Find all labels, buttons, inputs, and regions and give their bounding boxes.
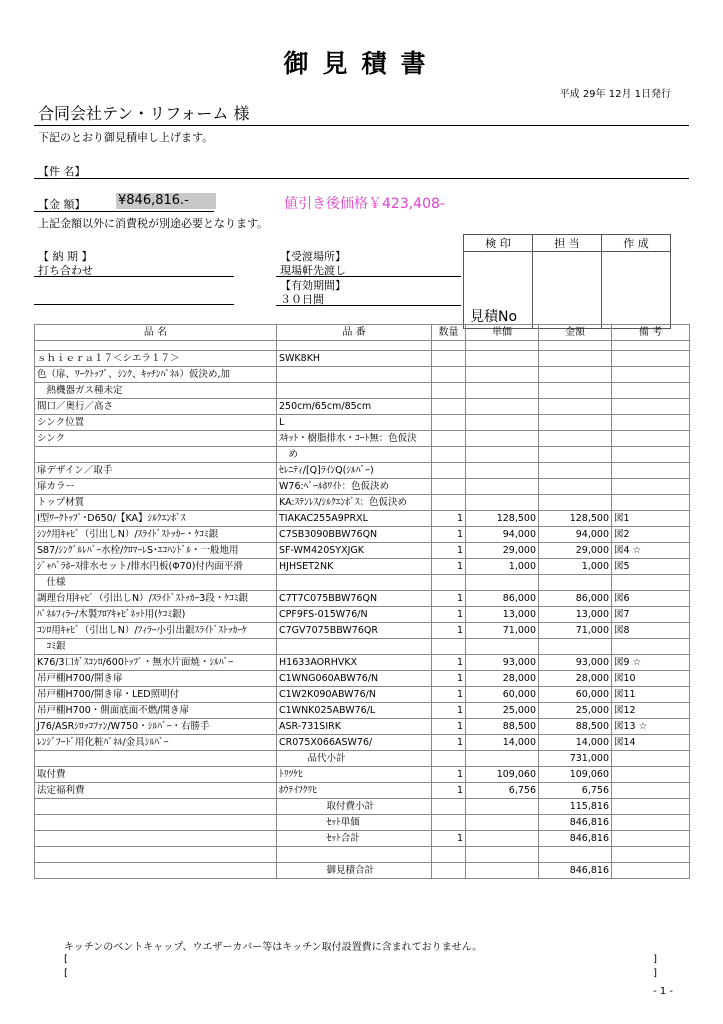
item-code: ﾄﾘﾂｹﾋ bbox=[277, 767, 432, 783]
table-row bbox=[35, 367, 690, 383]
item-price bbox=[466, 815, 539, 831]
item-price: 14,000 bbox=[466, 735, 539, 751]
bracket-close: ] bbox=[653, 968, 657, 979]
item-code: め bbox=[277, 447, 432, 463]
item-note bbox=[612, 863, 690, 879]
table-row bbox=[35, 751, 690, 767]
item-name: 扉デザイン／取手 bbox=[35, 463, 277, 479]
divider bbox=[34, 125, 689, 126]
item-note bbox=[612, 847, 690, 863]
estimate-no-label: 見積No bbox=[470, 309, 518, 325]
item-price: 6,756 bbox=[466, 783, 539, 799]
item-code: KA:ｽﾃﾝﾚｽ/ｼﾙｸｴﾝﾎﾞｽ：色仮決め bbox=[277, 495, 432, 511]
item-name bbox=[35, 799, 277, 815]
item-name bbox=[35, 751, 277, 767]
document-title: 御見積書 bbox=[283, 49, 440, 78]
item-price: 25,000 bbox=[466, 703, 539, 719]
item-qty: 1 bbox=[432, 655, 466, 671]
item-qty bbox=[432, 495, 466, 511]
item-amount: 14,000 bbox=[539, 735, 612, 751]
table-row bbox=[35, 415, 690, 431]
item-qty: 1 bbox=[432, 607, 466, 623]
item-name: トップ材質 bbox=[35, 495, 277, 511]
item-amount: 71,000 bbox=[539, 623, 612, 639]
table-spacer-row bbox=[35, 341, 690, 351]
subject-label: 【件 名】 bbox=[38, 165, 86, 178]
delivery-label: 【 納 期 】 bbox=[38, 250, 93, 263]
item-note bbox=[612, 447, 690, 463]
stamp-header-creator: 作 成 bbox=[602, 235, 671, 252]
item-note: 図5 bbox=[612, 559, 690, 575]
item-name: シンク位置 bbox=[35, 415, 277, 431]
item-name: ｺﾐ銀 bbox=[35, 639, 277, 655]
item-amount: 60,000 bbox=[539, 687, 612, 703]
item-amount: 846,816 bbox=[539, 815, 612, 831]
item-note bbox=[612, 383, 690, 399]
item-code: C1WNK025ABW76/L bbox=[277, 703, 432, 719]
item-amount bbox=[539, 639, 612, 655]
item-price: 71,000 bbox=[466, 623, 539, 639]
item-price: 86,000 bbox=[466, 591, 539, 607]
item-price: 94,000 bbox=[466, 527, 539, 543]
table-row bbox=[35, 543, 690, 559]
item-amount bbox=[539, 415, 612, 431]
item-price bbox=[466, 383, 539, 399]
item-qty: 1 bbox=[432, 703, 466, 719]
item-name bbox=[35, 831, 277, 847]
item-qty: 1 bbox=[432, 831, 466, 847]
item-qty bbox=[432, 575, 466, 591]
table-row bbox=[35, 687, 690, 703]
item-price: 29,000 bbox=[466, 543, 539, 559]
item-qty: 1 bbox=[432, 783, 466, 799]
table-row bbox=[35, 767, 690, 783]
item-note bbox=[612, 367, 690, 383]
item-qty: 1 bbox=[432, 671, 466, 687]
item-note bbox=[612, 767, 690, 783]
item-price bbox=[466, 431, 539, 447]
item-amount: 94,000 bbox=[539, 527, 612, 543]
table-row bbox=[35, 463, 690, 479]
header-unit-price: 単価 bbox=[466, 325, 539, 341]
table-row bbox=[35, 607, 690, 623]
item-code: SWK8KH bbox=[277, 351, 432, 367]
item-note: 図9 ☆ bbox=[612, 655, 690, 671]
item-qty: 1 bbox=[432, 687, 466, 703]
item-amount bbox=[539, 447, 612, 463]
page-number: - 1 - bbox=[653, 986, 673, 997]
item-name: 吊戸棚H700・側面底面不燃/開き扉 bbox=[35, 703, 277, 719]
item-qty: 1 bbox=[432, 527, 466, 543]
item-amount bbox=[539, 367, 612, 383]
item-name bbox=[35, 847, 277, 863]
item-name: ｼﾝｸ用ｷｬﾋﾞ（引出しN）/ｽﾗｲﾄﾞｽﾄｯｶｰ・ｹｺﾐ銀 bbox=[35, 527, 277, 543]
item-amount: 1,000 bbox=[539, 559, 612, 575]
item-amount: 846,816 bbox=[539, 831, 612, 847]
item-note bbox=[612, 415, 690, 431]
item-amount bbox=[539, 399, 612, 415]
header-item-code: 品 番 bbox=[277, 325, 432, 341]
discount-note: 値引き後価格￥423,408- bbox=[284, 196, 445, 212]
item-qty: 1 bbox=[432, 559, 466, 575]
item-qty: 1 bbox=[432, 543, 466, 559]
item-price bbox=[466, 415, 539, 431]
validity-label: 【有効期間】 bbox=[280, 279, 346, 292]
item-note bbox=[612, 431, 690, 447]
item-code: C1WNG060ABW76/N bbox=[277, 671, 432, 687]
item-qty bbox=[432, 399, 466, 415]
estimate-table bbox=[34, 324, 690, 879]
item-code: ｾｯﾄ合計 bbox=[277, 831, 432, 847]
item-name: S87/ｼﾝｸﾞﾙﾚﾊﾞｰ水栓/ｸﾛﾏｰﾚS･ｴｺﾊﾝﾄﾞﾙ・一般地用 bbox=[35, 543, 277, 559]
item-name: 間口／奥行／高さ bbox=[35, 399, 277, 415]
table-header-row bbox=[35, 325, 690, 341]
intro-text: 下記のとおり御見積申し上げます。 bbox=[38, 131, 214, 144]
item-price bbox=[466, 447, 539, 463]
item-qty: 1 bbox=[432, 735, 466, 751]
divider bbox=[34, 211, 214, 212]
item-name bbox=[35, 815, 277, 831]
item-code: TIAKAC255A9PRXL bbox=[277, 511, 432, 527]
table-row bbox=[35, 559, 690, 575]
item-code: C1W2K090ABW76/N bbox=[277, 687, 432, 703]
item-price bbox=[466, 351, 539, 367]
item-amount: 28,000 bbox=[539, 671, 612, 687]
item-qty: 1 bbox=[432, 719, 466, 735]
item-name: K76/3口ｶﾞｽｺﾝﾛ/600ﾄｯﾌﾟ・無水片面焼・ｼﾙﾊﾞｰ bbox=[35, 655, 277, 671]
item-amount: 88,500 bbox=[539, 719, 612, 735]
item-code bbox=[277, 367, 432, 383]
item-amount bbox=[539, 847, 612, 863]
item-code: ｽｷｯﾄ・樹脂排水・ｺｰﾄ無：色仮決 bbox=[277, 431, 432, 447]
item-qty: 1 bbox=[432, 511, 466, 527]
divider bbox=[34, 178, 689, 179]
table-row bbox=[35, 655, 690, 671]
item-note: 図2 bbox=[612, 527, 690, 543]
header-remarks: 備 考 bbox=[612, 325, 690, 341]
item-code: L bbox=[277, 415, 432, 431]
item-note: 図10 bbox=[612, 671, 690, 687]
item-code: HJHSET2NK bbox=[277, 559, 432, 575]
item-note bbox=[612, 575, 690, 591]
table-row bbox=[35, 863, 690, 879]
item-note bbox=[612, 351, 690, 367]
stamp-cell bbox=[533, 252, 602, 329]
item-name: 熱機器ガス種未定 bbox=[35, 383, 277, 399]
item-amount: 86,000 bbox=[539, 591, 612, 607]
item-price bbox=[466, 479, 539, 495]
item-name: ﾊﾟﾈﾙﾌｨﾗｰ/木製ﾌﾛｱｷｬﾋﾞﾈｯﾄ用(ｹｺﾐ銀) bbox=[35, 607, 277, 623]
item-note: 図6 bbox=[612, 591, 690, 607]
table-row bbox=[35, 703, 690, 719]
item-name: ｺﾝﾛ用ｷｬﾋﾞ（引出しN）/ﾌｨﾗｰ小引出銀ｽﾗｲﾄﾞｽﾄｯｶｰｹ bbox=[35, 623, 277, 639]
item-note: 図4 ☆ bbox=[612, 543, 690, 559]
item-note: 図1 bbox=[612, 511, 690, 527]
item-qty bbox=[432, 463, 466, 479]
item-code: C7GV7075BBW76QR bbox=[277, 623, 432, 639]
item-price bbox=[466, 847, 539, 863]
table-row bbox=[35, 815, 690, 831]
table-row bbox=[35, 831, 690, 847]
item-code: C7SB3090BBW76QN bbox=[277, 527, 432, 543]
item-name: 法定福利費 bbox=[35, 783, 277, 799]
footnote: キッチンのベントキャップ、ウエザーカバー等はキッチン取付設置費に含まれておりません。 bbox=[64, 942, 483, 953]
item-note bbox=[612, 831, 690, 847]
place-value: 現場軒先渡し bbox=[280, 264, 346, 277]
item-amount: 25,000 bbox=[539, 703, 612, 719]
header-item-name: 品 名 bbox=[35, 325, 277, 341]
header-amount: 金額 bbox=[539, 325, 612, 341]
item-price: 13,000 bbox=[466, 607, 539, 623]
item-code: 品代小計 bbox=[277, 751, 432, 767]
item-code: W76:ﾍﾟｰﾙﾎﾜｲﾄ：色仮決め bbox=[277, 479, 432, 495]
stamp-header-person: 担 当 bbox=[533, 235, 602, 252]
amount-label: 【金 額】 bbox=[38, 198, 86, 211]
item-qty bbox=[432, 447, 466, 463]
customer-name: 合同会社テン・リフォーム 様 bbox=[38, 104, 250, 123]
validity-value: ３０日間 bbox=[280, 293, 324, 306]
item-qty bbox=[432, 639, 466, 655]
table-row bbox=[35, 719, 690, 735]
item-code bbox=[277, 847, 432, 863]
item-price bbox=[466, 463, 539, 479]
item-amount bbox=[539, 463, 612, 479]
bracket-open: [ bbox=[64, 968, 68, 979]
item-qty: 1 bbox=[432, 767, 466, 783]
item-qty bbox=[432, 351, 466, 367]
item-name: 吊戸棚H700/開き扉・LED照明付 bbox=[35, 687, 277, 703]
item-qty: 1 bbox=[432, 591, 466, 607]
item-amount: 13,000 bbox=[539, 607, 612, 623]
item-name: 吊戸棚H700/開き扉 bbox=[35, 671, 277, 687]
item-qty bbox=[432, 799, 466, 815]
table-row bbox=[35, 639, 690, 655]
item-name: 取付費 bbox=[35, 767, 277, 783]
place-label: 【受渡場所】 bbox=[280, 250, 346, 263]
item-name: J76/ASRｼﾛｯｺﾌｧﾝ/W750・ｼﾙﾊﾞｰ・右勝手 bbox=[35, 719, 277, 735]
stamp-header-inspection: 検 印 bbox=[464, 235, 533, 252]
item-amount bbox=[539, 431, 612, 447]
item-name bbox=[35, 447, 277, 463]
item-note: 図13 ☆ bbox=[612, 719, 690, 735]
item-name: 扉カラー bbox=[35, 479, 277, 495]
item-price bbox=[466, 799, 539, 815]
item-price: 88,500 bbox=[466, 719, 539, 735]
item-name: ｓｈｉｅｒａ１７＜シエラ１７＞ bbox=[35, 351, 277, 367]
item-amount: 109,060 bbox=[539, 767, 612, 783]
bracket-open: [ bbox=[64, 954, 68, 965]
item-amount: 93,000 bbox=[539, 655, 612, 671]
item-note bbox=[612, 479, 690, 495]
table-row bbox=[35, 735, 690, 751]
item-code: 250cm/65cm/85cm bbox=[277, 399, 432, 415]
divider bbox=[34, 276, 234, 277]
table-row bbox=[35, 591, 690, 607]
item-note bbox=[612, 399, 690, 415]
item-code bbox=[277, 383, 432, 399]
item-name: 仕様 bbox=[35, 575, 277, 591]
item-code bbox=[277, 639, 432, 655]
item-note bbox=[612, 495, 690, 511]
item-price bbox=[466, 639, 539, 655]
table-row bbox=[35, 431, 690, 447]
item-code bbox=[277, 575, 432, 591]
table-row bbox=[35, 479, 690, 495]
item-qty bbox=[432, 415, 466, 431]
item-price bbox=[466, 575, 539, 591]
item-name: ﾚﾝｼﾞﾌｰﾄﾞ用化粧ﾊﾟﾈﾙ/金具ｼﾙﾊﾞｰ bbox=[35, 735, 277, 751]
item-amount bbox=[539, 575, 612, 591]
item-name bbox=[35, 863, 277, 879]
item-code: 取付費小計 bbox=[277, 799, 432, 815]
table-row bbox=[35, 847, 690, 863]
table-row bbox=[35, 399, 690, 415]
item-amount bbox=[539, 479, 612, 495]
item-code: ASR-731SIRK bbox=[277, 719, 432, 735]
item-note: 図7 bbox=[612, 607, 690, 623]
item-price: 1,000 bbox=[466, 559, 539, 575]
item-code: ｾｯﾄ単価 bbox=[277, 815, 432, 831]
item-qty bbox=[432, 863, 466, 879]
item-price: 93,000 bbox=[466, 655, 539, 671]
item-qty bbox=[432, 751, 466, 767]
item-code: ｾﾚﾆﾃｨ/[Q]ﾗｲﾝQ(ｼﾙﾊﾞｰ) bbox=[277, 463, 432, 479]
divider bbox=[276, 305, 461, 306]
item-qty bbox=[432, 847, 466, 863]
item-code: SF-WM420SYXJGK bbox=[277, 543, 432, 559]
item-name: 色（扉、ﾜｰｸﾄｯﾌﾟ、ｼﾝｸ、ｷｯﾁﾝﾊﾟﾈﾙ）仮決め,加 bbox=[35, 367, 277, 383]
total-amount: ¥846,816.- bbox=[116, 193, 216, 209]
item-price: 60,000 bbox=[466, 687, 539, 703]
item-price bbox=[466, 863, 539, 879]
item-note bbox=[612, 783, 690, 799]
item-price bbox=[466, 831, 539, 847]
item-code: H1633AORHVKX bbox=[277, 655, 432, 671]
item-qty bbox=[432, 815, 466, 831]
item-code: ﾎｳﾃｲﾌｸﾘﾋ bbox=[277, 783, 432, 799]
issue-date: 平成 29年 12月 1日発行 bbox=[559, 89, 671, 100]
item-note: 図12 bbox=[612, 703, 690, 719]
item-name: シンク bbox=[35, 431, 277, 447]
item-amount: 846,816 bbox=[539, 863, 612, 879]
item-amount: 731,000 bbox=[539, 751, 612, 767]
item-amount: 6,756 bbox=[539, 783, 612, 799]
table-row bbox=[35, 671, 690, 687]
item-qty bbox=[432, 431, 466, 447]
item-note bbox=[612, 751, 690, 767]
item-qty bbox=[432, 367, 466, 383]
item-price: 28,000 bbox=[466, 671, 539, 687]
item-amount: 128,500 bbox=[539, 511, 612, 527]
item-price bbox=[466, 495, 539, 511]
table-row bbox=[35, 383, 690, 399]
item-amount: 29,000 bbox=[539, 543, 612, 559]
tax-note: 上記金額以外に消費税が別途必要となります。 bbox=[38, 217, 269, 230]
item-code: CPF9FS-015W76/N bbox=[277, 607, 432, 623]
stamp-cell bbox=[602, 252, 671, 329]
item-name: 調理台用ｷｬﾋﾞ（引出しN）/ｽﾗｲﾄﾞｽﾄｯｶｰ3段・ｹｺﾐ銀 bbox=[35, 591, 277, 607]
item-note bbox=[612, 799, 690, 815]
table-row bbox=[35, 783, 690, 799]
item-code: C7T7C075BBW76QN bbox=[277, 591, 432, 607]
table-row bbox=[35, 799, 690, 815]
item-amount bbox=[539, 495, 612, 511]
delivery-value: 打ち合わせ bbox=[38, 264, 93, 277]
item-name: I型ﾜｰｸﾄｯﾌﾟ･D650/【KA】ｼﾙｸｴﾝﾎﾞｽ bbox=[35, 511, 277, 527]
item-name: ｼﾞｬﾊﾞﾗﾎｰｽ排水セット/排水円板(Φ70)付内面平滑 bbox=[35, 559, 277, 575]
item-note: 図8 bbox=[612, 623, 690, 639]
table-row bbox=[35, 511, 690, 527]
item-code: 御見積合計 bbox=[277, 863, 432, 879]
item-amount bbox=[539, 383, 612, 399]
divider bbox=[34, 304, 234, 305]
item-amount: 115,816 bbox=[539, 799, 612, 815]
table-row bbox=[35, 623, 690, 639]
item-note: 図11 bbox=[612, 687, 690, 703]
table-row bbox=[35, 575, 690, 591]
item-note bbox=[612, 639, 690, 655]
table-row bbox=[35, 447, 690, 463]
item-qty bbox=[432, 479, 466, 495]
item-note: 図14 bbox=[612, 735, 690, 751]
table-row bbox=[35, 527, 690, 543]
item-note bbox=[612, 463, 690, 479]
item-amount bbox=[539, 351, 612, 367]
item-price: 109,060 bbox=[466, 767, 539, 783]
table-row bbox=[35, 495, 690, 511]
item-price bbox=[466, 399, 539, 415]
item-price bbox=[466, 751, 539, 767]
item-code: CR075X066ASW76/ bbox=[277, 735, 432, 751]
table-row bbox=[35, 351, 690, 367]
item-qty: 1 bbox=[432, 623, 466, 639]
item-note bbox=[612, 815, 690, 831]
item-qty bbox=[432, 383, 466, 399]
item-price: 128,500 bbox=[466, 511, 539, 527]
header-quantity: 数量 bbox=[432, 325, 466, 341]
item-price bbox=[466, 367, 539, 383]
bracket-close: ] bbox=[653, 954, 657, 965]
